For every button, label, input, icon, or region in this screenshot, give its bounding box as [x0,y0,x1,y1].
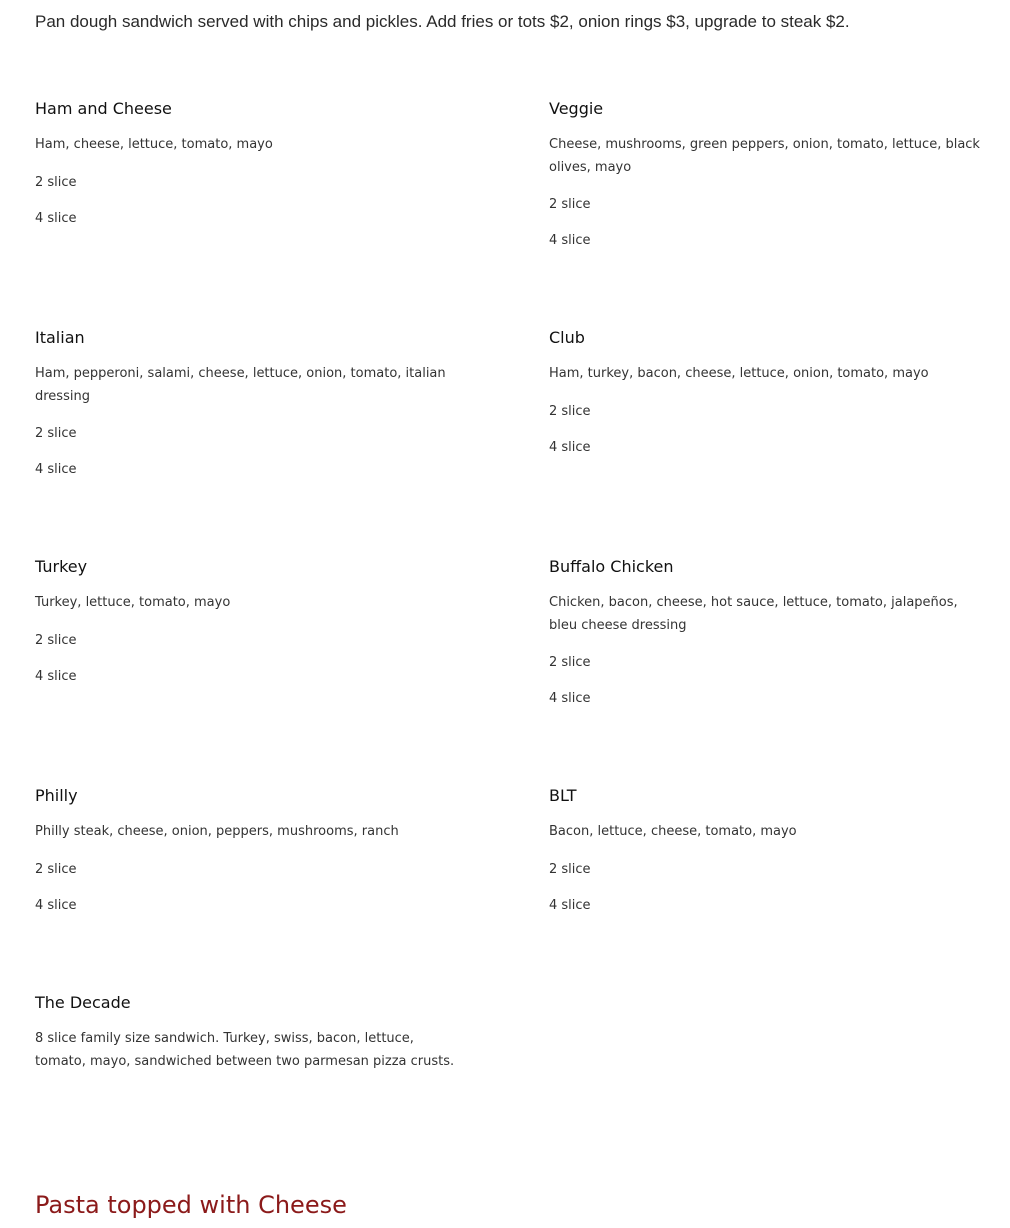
item-name: Ham and Cheese [35,99,172,118]
item-name: Buffalo Chicken [549,557,674,576]
item-name: Philly [35,786,78,805]
item-name: Club [549,328,585,347]
menu-item [549,785,989,915]
menu-item [549,98,989,250]
item-size-option: 4 slice [35,897,77,913]
item-size-option: 2 slice [549,197,591,212]
item-name: Veggie [549,99,604,118]
menu-item [549,556,989,708]
item-size-option: 2 slice [35,632,77,648]
item-description: Bacon, lettuce, cheese, tomato, mayo [549,824,797,839]
item-name: Turkey [35,557,88,576]
section-heading: Pasta topped with Cheese [35,1191,347,1219]
item-size-option: 4 slice [35,668,77,684]
item-description: Turkey, lettuce, tomato, mayo [35,595,231,610]
item-size-option: 4 slice [549,691,591,706]
item-description: Ham, pepperoni, salami, cheese, lettuce, onion, tomato, italian dressing [35,366,446,404]
item-size-option: 2 slice [549,403,591,419]
menu-item [35,327,475,479]
item-name: The Decade [35,993,131,1012]
menu-item [35,785,475,915]
item-size-option: 2 slice [549,861,591,877]
item-size-option: 4 slice [35,462,77,477]
menu-item [35,556,475,686]
item-size-option: 2 slice [35,174,77,190]
item-description: Philly steak, cheese, onion, peppers, mushrooms, ranch [35,824,399,839]
item-size-option: 2 slice [35,861,77,877]
item-size-option: 2 slice [549,655,591,670]
item-size-option: 4 slice [549,897,591,913]
item-size-option: 4 slice [549,233,591,248]
item-name: BLT [549,786,577,805]
item-size-option: 2 slice [35,426,77,441]
menu-item [35,98,475,228]
menu-item [549,327,989,457]
item-description: Ham, turkey, bacon, cheese, lettuce, onion, tomato, mayo [549,366,929,381]
item-description: Chicken, bacon, cheese, hot sauce, lettuce, tomato, jalapeños, bleu cheese dressing [549,595,958,633]
item-description: 8 slice family size sandwich. Turkey, swiss, bacon, lettuce, tomato, mayo, sandwiched between two parmesan pizza crusts. [35,1031,455,1069]
item-name: Italian [35,328,85,347]
section-intro: Pan dough sandwich served with chips and pickles. Add fries or tots $2, onion rings $3, upgrade to steak $2. [35,12,850,31]
item-size-option: 4 slice [549,439,591,455]
item-size-option: 4 slice [35,210,77,226]
item-description: Ham, cheese, lettuce, tomato, mayo [35,137,273,152]
item-description: Cheese, mushrooms, green peppers, onion, tomato, lettuce, black olives, mayo [549,137,980,175]
menu-item [35,992,475,1073]
